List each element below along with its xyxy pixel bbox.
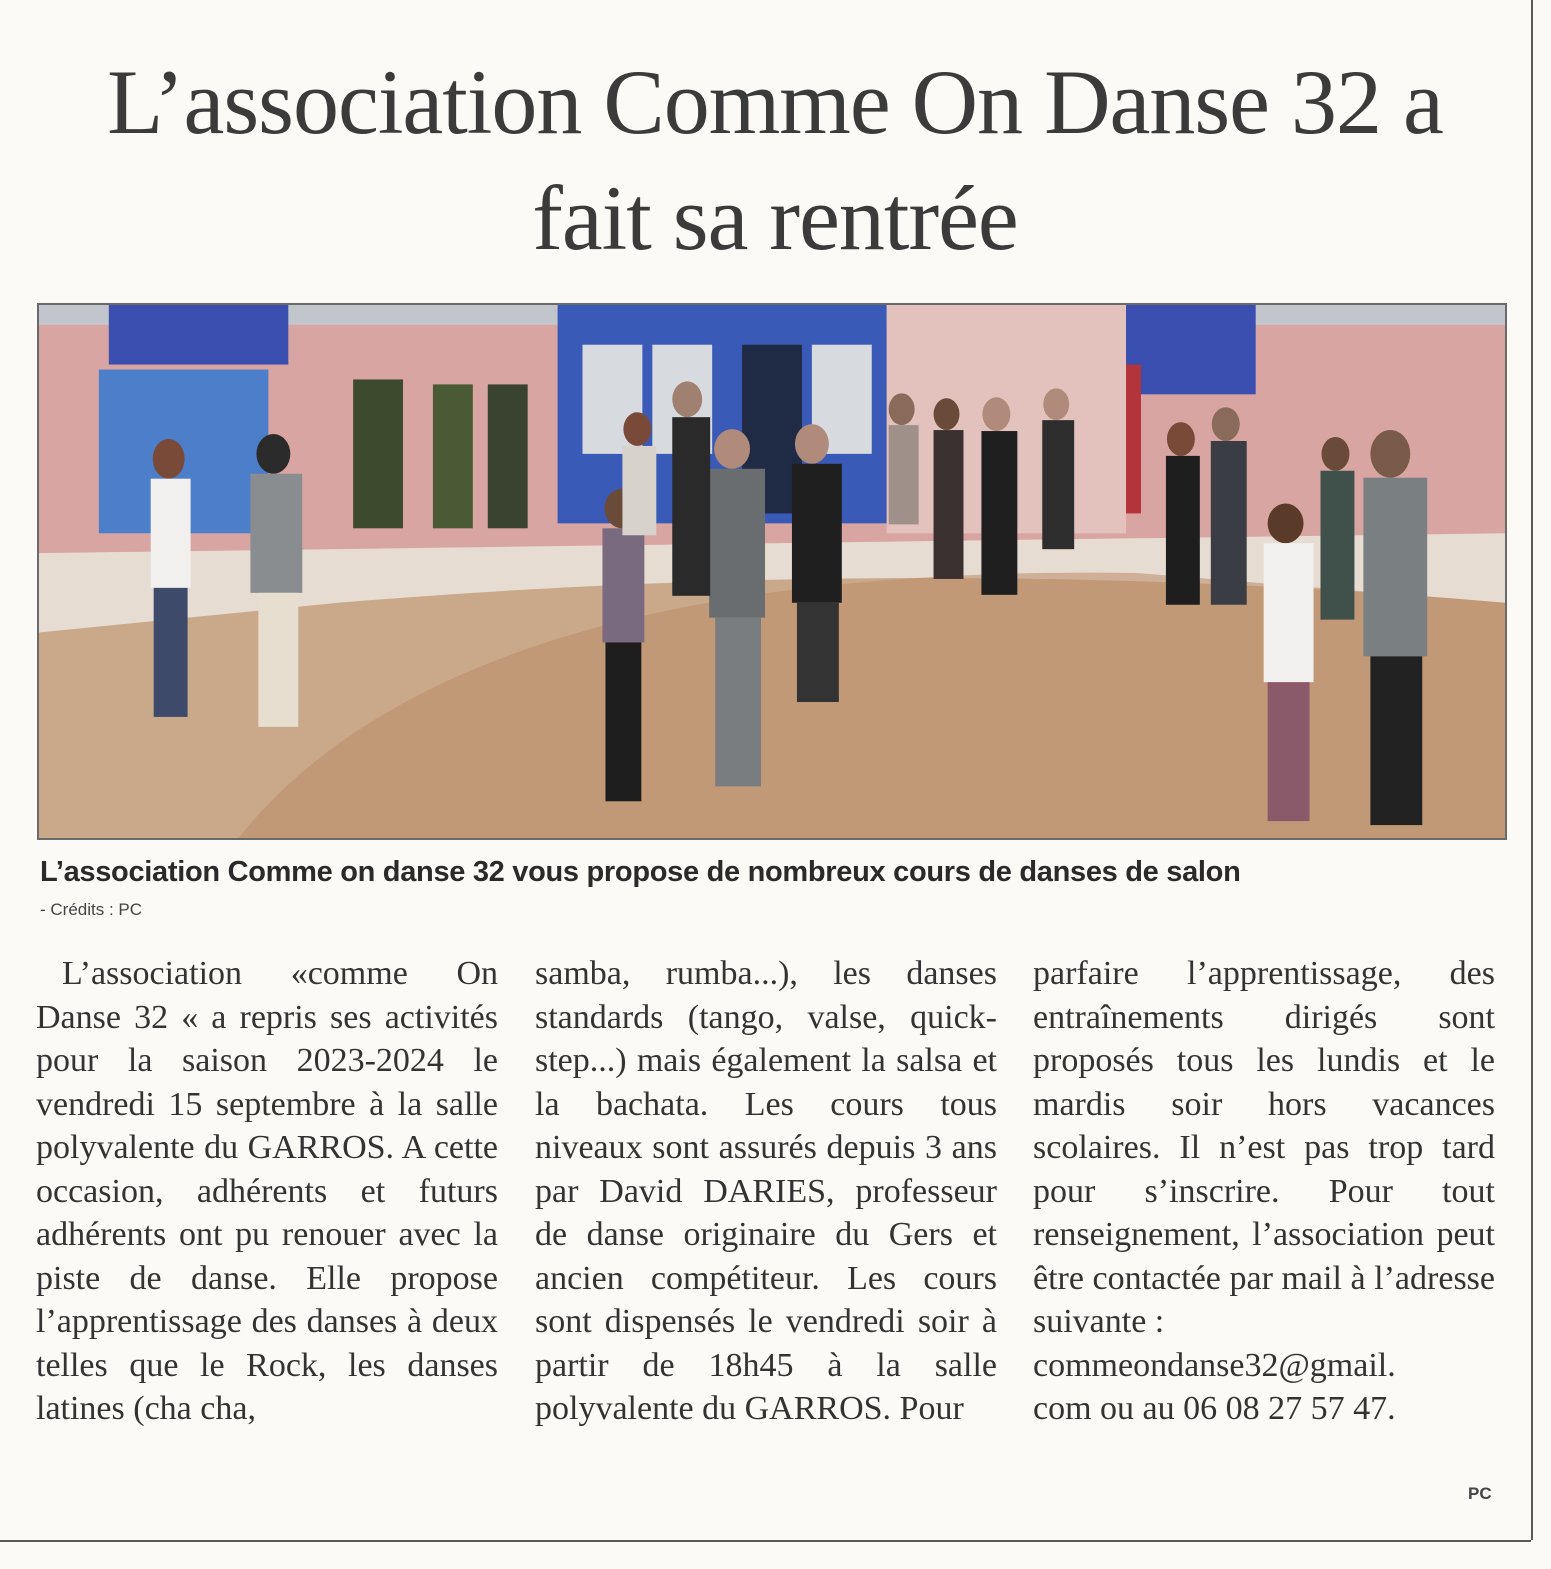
column-3-text: parfaire l’apprentissage, des entraînements dirigés sont proposés tous les lundis et le mardis soir hors vacances scolaires. Il n’est pas trop tard pour s’inscrire. Pour tout renseignement, l’association peut être contactée par mail à l’adresse suivante : bbox=[1033, 955, 1495, 1340]
column-rule-bottom bbox=[0, 1540, 1531, 1542]
article-headline: L’association Comme On Danse 32 a fait sa rentrée bbox=[107, 51, 1443, 269]
column-rule-right bbox=[1531, 0, 1533, 1540]
contact-email: commeondanse32@gmail. bbox=[1033, 1346, 1396, 1384]
article-body-column-1: L’association «comme On Danse 32 « a repris ses activités pour la saison 2023-2024 le vendredi 15 septembre à la salle polyvalente du GARROS. A cette occasion, adhérents et futurs adhérents ont pu renouer avec la piste de danse. Elle propose l’apprentissage des danses à deux telles que le Rock, les danses latines (cha cha, bbox=[36, 955, 498, 1427]
photo-caption: L’association Comme on danse 32 vous propose de nombreux cours de danses de salon bbox=[40, 856, 1241, 888]
article-body-column-3 bbox=[1033, 952, 1495, 1431]
contact-phone-line: com ou au 06 08 27 57 47. bbox=[1033, 1390, 1396, 1427]
photo-credit: - Crédits : PC bbox=[40, 900, 143, 919]
article-photo bbox=[37, 303, 1507, 840]
author-signature: PC bbox=[1468, 1484, 1492, 1503]
dance-hall-illustration bbox=[39, 305, 1505, 838]
article-body-column-2: samba, rumba...), les danses standards (tango, valse, quick-step...) mais également la salsa et la bachata. Les cours tous niveaux sont assurés depuis 3 ans par David DARIES, professeur de danse originaire du Gers et ancien compétiteur. Les cours sont dispensés le vendredi soir à partir de 18h45 à la salle polyvalente du GARROS. Pour bbox=[535, 955, 997, 1427]
